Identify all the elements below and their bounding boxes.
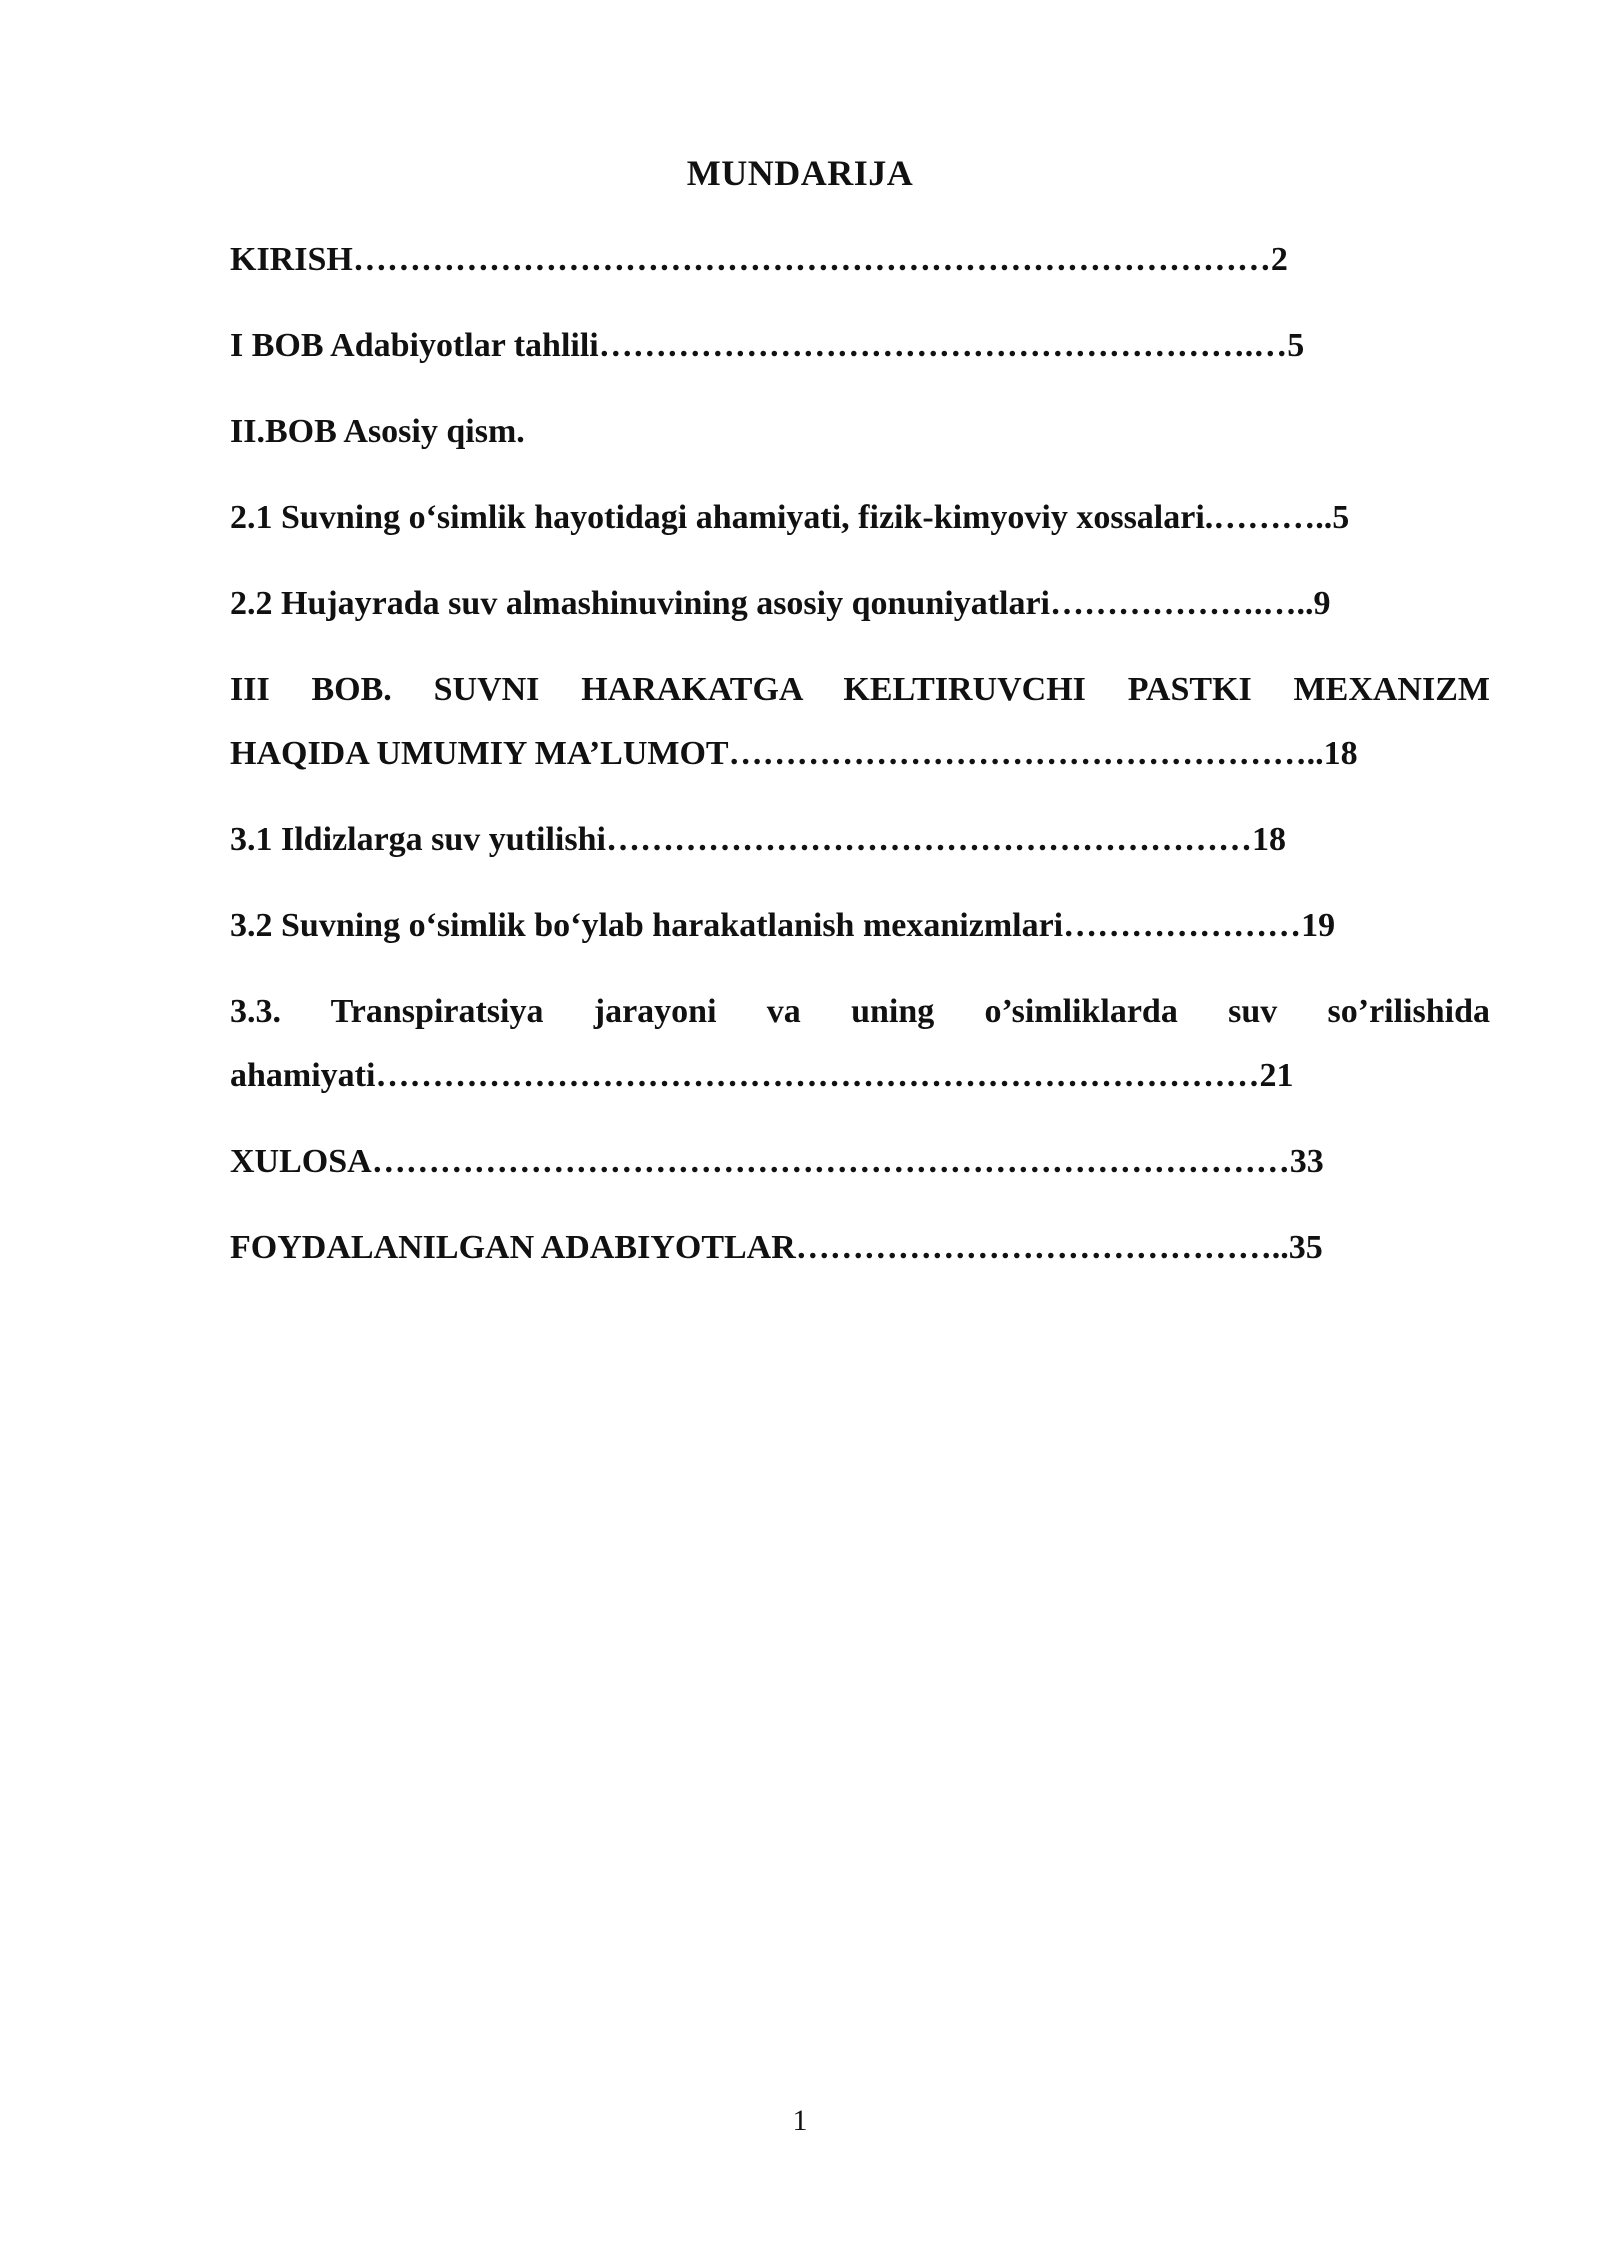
toc-entry-kirish: KIRISH………………………………………………………………………2 <box>230 241 1288 278</box>
page-number: 1 <box>792 2104 808 2137</box>
toc-entry-section-2-2: 2.2 Hujayrada suv almashinuvining asosiy qonuniyatlari……………….…..9 <box>230 585 1331 622</box>
toc-entry-chapter-3-line-1: III BOB. SUVNI HARAKATGA KELTIRUVCHI PASTKI MEXANIZM <box>230 671 1490 708</box>
toc-entry-section-3-1: 3.1 Ildizlarga suv yutilishi…………………………………………………18 <box>230 821 1286 858</box>
toc-entry-references: FOYDALANILGAN ADABIYOTLAR……………………………………..35 <box>230 1229 1323 1266</box>
toc-entry-xulosa: XULOSA………………………………………………………………………33 <box>230 1143 1324 1180</box>
toc-entry-section-3-2: 3.2 Suvning o‘simlik bo‘ylab harakatlanish mexanizmlari…………………19 <box>230 907 1336 944</box>
toc-entry-chapter-3-line-2: HAQIDA UMUMIY MA’LUMOT……………………………………………..18 <box>230 735 1358 772</box>
toc-entry-section-3-3-line-1: 3.3. Transpiratsiya jarayoni va uning o’simliklarda suv so’rilishida <box>230 993 1490 1030</box>
toc-entry-chapter-1: I BOB Adabiyotlar tahlili………………………………………………….…5 <box>230 327 1305 364</box>
toc-entry-section-3-3-line-2: ahamiyati……………………………………………………………………21 <box>230 1057 1294 1094</box>
toc-entry-chapter-2: II.BOB Asosiy qism. <box>230 413 525 450</box>
toc-entry-section-2-1: 2.1 Suvning o‘simlik hayotidagi ahamiyati, fizik-kimyoviy xossalari.………..5 <box>230 499 1350 536</box>
page-title: MUNDARIJA <box>686 153 914 193</box>
